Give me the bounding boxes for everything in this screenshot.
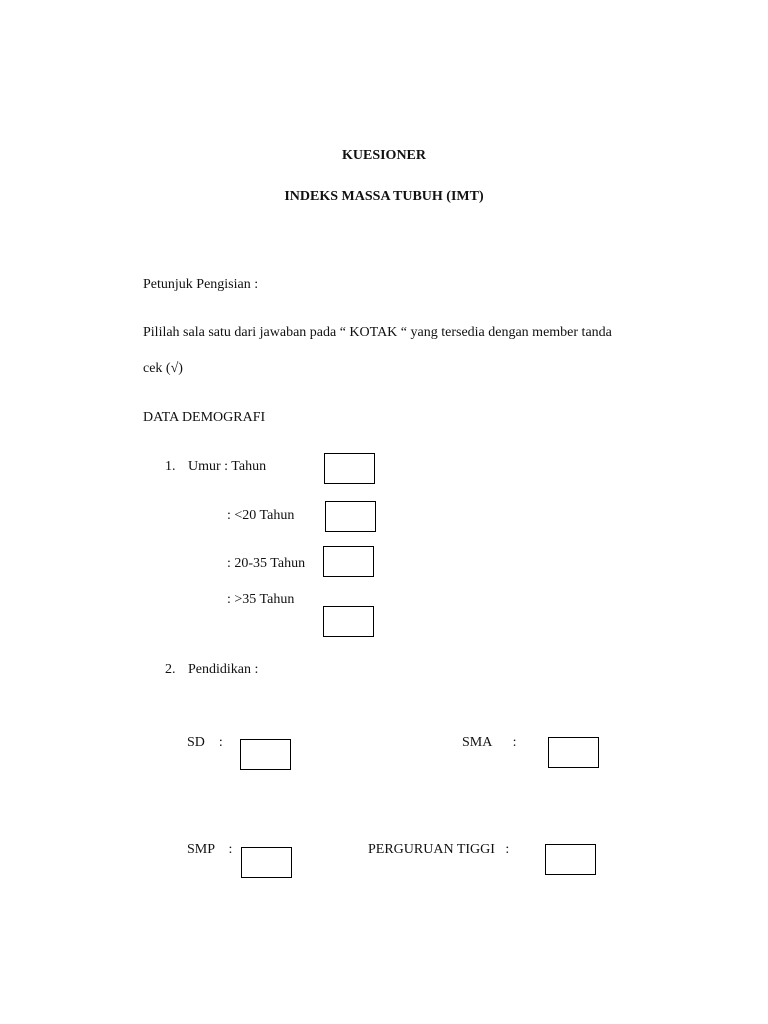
instructions-line-2: cek (√) [143,361,183,376]
q2-option-sma: SMA : [462,735,517,750]
section-title: DATA DEMOGRAFI [143,410,266,425]
q1-checkbox-over-35[interactable] [323,606,374,637]
q1-checkbox-under-20[interactable] [325,501,376,532]
q2-option-sd: SD : [187,735,223,750]
q2-checkbox-sma[interactable] [548,737,599,768]
q1-option-20-35: : 20-35 Tahun [227,556,306,571]
q2-option-perguruan-tinggi: PERGURUAN TIGGI : [368,842,510,857]
q2-checkbox-perguruan-tinggi[interactable] [545,844,596,875]
q2-label: Pendidikan : [188,662,259,677]
document-title: KUESIONER [341,148,427,163]
instructions-heading: Petunjuk Pengisian : [143,277,259,292]
q2-checkbox-sd[interactable] [240,739,291,770]
document-subtitle: INDEKS MASSA TUBUH (IMT) [284,189,484,204]
instructions-line-1: Pililah sala satu dari jawaban pada “ KOTAK “ yang tersedia dengan member tanda [143,325,612,340]
q1-checkbox-tahun[interactable] [324,453,375,484]
q2-checkbox-smp[interactable] [241,847,292,878]
q1-label: Umur : Tahun [188,459,267,474]
q1-option-over-35: : >35 Tahun [227,592,295,607]
q2-option-smp: SMP : [187,842,233,857]
q1-option-under-20: : <20 Tahun [227,508,295,523]
q2-number: 2. [165,662,176,677]
q1-number: 1. [165,459,176,474]
q1-checkbox-20-35[interactable] [323,546,374,577]
